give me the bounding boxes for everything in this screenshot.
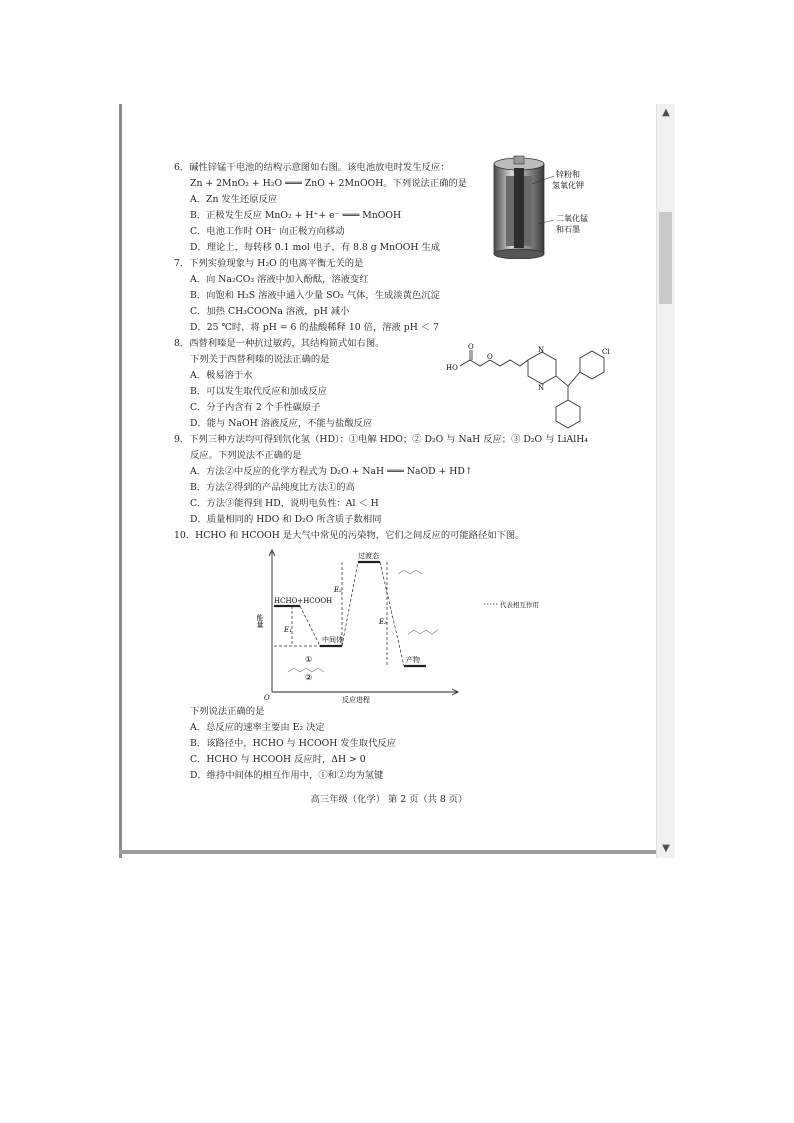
battery-label-mno2: 二氧化锰 — [556, 214, 588, 223]
q6-option-a: A．Zn 发生还原反应 — [190, 194, 278, 205]
viewer-bottom-border — [119, 850, 656, 854]
e1-label: E₁ — [284, 626, 292, 634]
q10-option-c: C．HCHO 与 HCOOH 反应时，ΔH > 0 — [190, 754, 366, 765]
reaction-progress-label: 反应进程 — [342, 696, 370, 704]
q10-stem: 10．HCHO 和 HCOOH 是大气中常见的污染物，它们之间反应的可能路径如下图。 — [174, 530, 525, 541]
q9-option-c: C．方法③能得到 HD，说明电负性：Al ＜ H — [190, 498, 379, 509]
q8-option-c: C．分子内含有 2 个手性碳原子 — [190, 402, 321, 413]
e2-label: E₂ — [334, 586, 342, 594]
struct-cl-label: Cl — [602, 348, 610, 356]
battery-label-graphite: 和石墨 — [556, 225, 580, 234]
product-label: 产物 — [406, 656, 420, 664]
q10-question: 下列说法正确的是 — [190, 706, 265, 717]
q9-option-a: A．方法②中反应的化学方程式为 D₂O + NaH ═══ NaOD + HD↑ — [190, 466, 473, 477]
cetirizine-structure — [442, 340, 612, 430]
battery-label-koh: 氢氧化钾 — [552, 181, 584, 190]
q6-stem-line2: Zn + 2MnO₂ + H₂O ═══ ZnO + 2MnOOH。下列说法正确的是 — [190, 178, 467, 189]
q7-option-a: A．向 Na₂CO₃ 溶液中加入酚酞，溶液变红 — [190, 274, 369, 285]
exam-page — [122, 104, 656, 850]
q9-option-b: B．方法②得到的产品纯度比方法①的高 — [190, 482, 355, 493]
q6-option-d: D．理论上，每转移 0.1 mol 电子，有 8.8 g MnOOH 生成 — [190, 242, 441, 253]
scroll-down-icon[interactable]: ▼ — [662, 843, 670, 854]
struct-ether-o-label: O — [487, 353, 493, 361]
page-footer: 高三年级（化学） 第 2 页（共 8 页） — [310, 794, 468, 805]
battery-label-zinc: 锌粉和 — [556, 170, 580, 179]
scroll-thumb[interactable] — [659, 212, 672, 304]
battery-diagram — [492, 154, 632, 259]
q7-stem: 7．下列实验现象与 H₂O 的电离平衡无关的是 — [174, 258, 364, 269]
energy-profile-diagram — [252, 544, 552, 704]
q9-option-d: D．质量相同的 HDO 和 D₂O 所含质子数相同 — [190, 514, 382, 525]
q9-stem-line1: 9．下列三种方法均可得到氘化氢（HD）：①电解 HDO；② D₂O 与 NaH 反应；③ D₂O 与 LiAlH₄ — [174, 434, 589, 445]
energy-axis-label: 能量 — [256, 614, 264, 628]
q8-stem-line2: 下列关于西替利嗪的说法正确的是 — [190, 354, 330, 365]
q7-option-c: C．加热 CH₃COONa 溶液，pH 减小 — [190, 306, 350, 317]
q10-option-a: A．总反应的速率主要由 E₂ 决定 — [190, 722, 325, 733]
vertical-scrollbar[interactable] — [656, 104, 675, 858]
q8-option-a: A．极易溶于水 — [190, 370, 253, 381]
interaction-mark-2: ② — [305, 673, 313, 682]
q8-option-d: D．能与 NaOH 溶液反应，不能与盐酸反应 — [190, 418, 373, 429]
struct-n2-label: N — [538, 384, 545, 392]
origin-label: O — [264, 694, 270, 702]
interaction-legend-label: 代表相互作用 — [500, 601, 539, 609]
q7-option-b: B．向饱和 H₂S 溶液中通入少量 SO₂ 气体，生成淡黄色沉淀 — [190, 290, 440, 301]
q6-option-b: B．正极发生反应 MnO₂ + H⁺+ e⁻ ═══ MnOOH — [190, 210, 402, 221]
transition-state-label: 过渡态 — [358, 552, 379, 560]
struct-n1-label: N — [538, 346, 545, 354]
scroll-up-icon[interactable]: ▲ — [662, 107, 670, 118]
q6-option-c: C．电池工作时 OH⁻ 向正极方向移动 — [190, 226, 345, 237]
q8-stem-line1: 8．西替利嗪是一种抗过敏药，其结构简式如右图。 — [174, 338, 385, 349]
q8-option-b: B．可以发生取代反应和加成反应 — [190, 386, 327, 397]
reactant-label: HCHO+HCOOH — [274, 597, 333, 605]
e3-label: E₃ — [379, 618, 387, 626]
q7-option-d: D．25 ℃时，将 pH = 6 的盐酸稀释 10 倍，溶液 pH ＜ 7 — [190, 322, 439, 333]
interaction-mark-1: ① — [305, 655, 313, 664]
struct-ho-label: HO — [446, 364, 458, 372]
intermediate-label: 中间体 — [322, 636, 343, 644]
struct-carbonyl-o-label: O — [468, 343, 474, 351]
q10-option-b: B．该路径中，HCHO 与 HCOOH 发生取代反应 — [190, 738, 397, 749]
q10-option-d: D．维持中间体的相互作用中，①和②均为氢键 — [190, 770, 384, 781]
q9-stem-line2: 反应。下列说法不正确的是 — [190, 450, 302, 461]
q6-stem-line1: 6．碱性锌锰干电池的结构示意图如右图。该电池放电时发生反应： — [174, 162, 450, 173]
